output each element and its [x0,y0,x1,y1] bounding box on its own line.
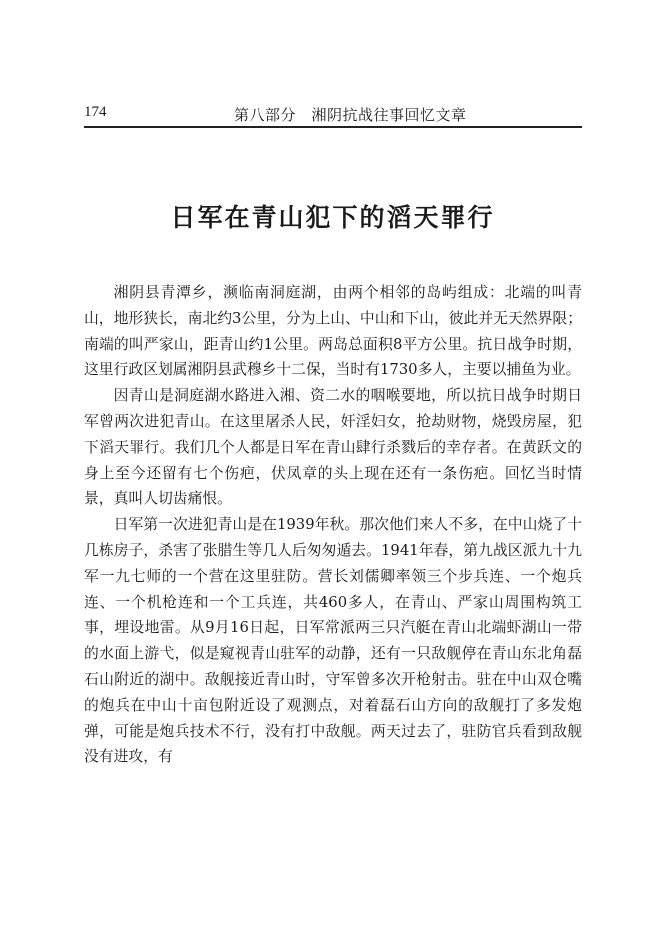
article-title: 日军在青山犯下的滔天罪行 [170,203,495,232]
paragraph-2: 因青山是洞庭湖水路进入湘、资二水的咽喉要地，所以抗日战争时期日军曾两次进犯青山。在这里屠杀人民，奸淫妇女，抢劫财物，烧毁房屋，犯下滔天罪行。我们几个人都是日军在青山肆行杀戮后的幸存者。在黄跃文的身上至今还留有七个伤疤，伏凤章的头上现在还有一条伤疤。回忆当时情景，真叫人切齿痛恨。 [84,387,582,508]
paragraph-3: 日军第一次进犯青山是在1939年秋。那次他们来人不多，在中山烧了十几栋房子，杀害了张腊生等几人后匆匆遁去。1941年春，第九战区派九十九军一九七师的一个营在这里驻防。营长刘儒卿率领三个步兵连、一个炮兵连、一个机枪连和一个工兵连，共460多人，在青山、严家山周围构筑工事，埋设地雷。从9月16日起，日军常派两三只汽艇在青山北端虾湖山一带的水面上游弋，似是窥视青山驻军的动静，还有一只敌舰停在青山东北角磊石山附近的湖中。敌舰接近青山时，守军曾多次开枪射击。驻在中山双仓嘴的炮兵在中山十亩包附近设了观测点，对着磊石山方向的敌舰打了多发炮弹，可能是炮兵技术不行，没有打中敌舰。两天过去了，驻防官兵看到敌舰没有进攻，有 [84,516,582,766]
page-number: 174 [84,104,107,120]
article-body [84,280,582,770]
running-header-title: 第八部分 湘阴抗战往事回忆文章 [234,106,467,124]
paragraph-1: 湘阴县青潭乡，濒临南洞庭湖，由两个相邻的岛屿组成：北端的叫青山，地形狭长，南北约3公里，分为上山、中山和下山，彼此并无天然界限；南端的叫严家山，距青山约1公里。两岛总面积8平方公里。抗日战争时期，这里行政区划属湘阴县武穆乡十二保，当时有1730多人，主要以捕鱼为业。 [84,284,582,379]
running-header [84,100,582,128]
